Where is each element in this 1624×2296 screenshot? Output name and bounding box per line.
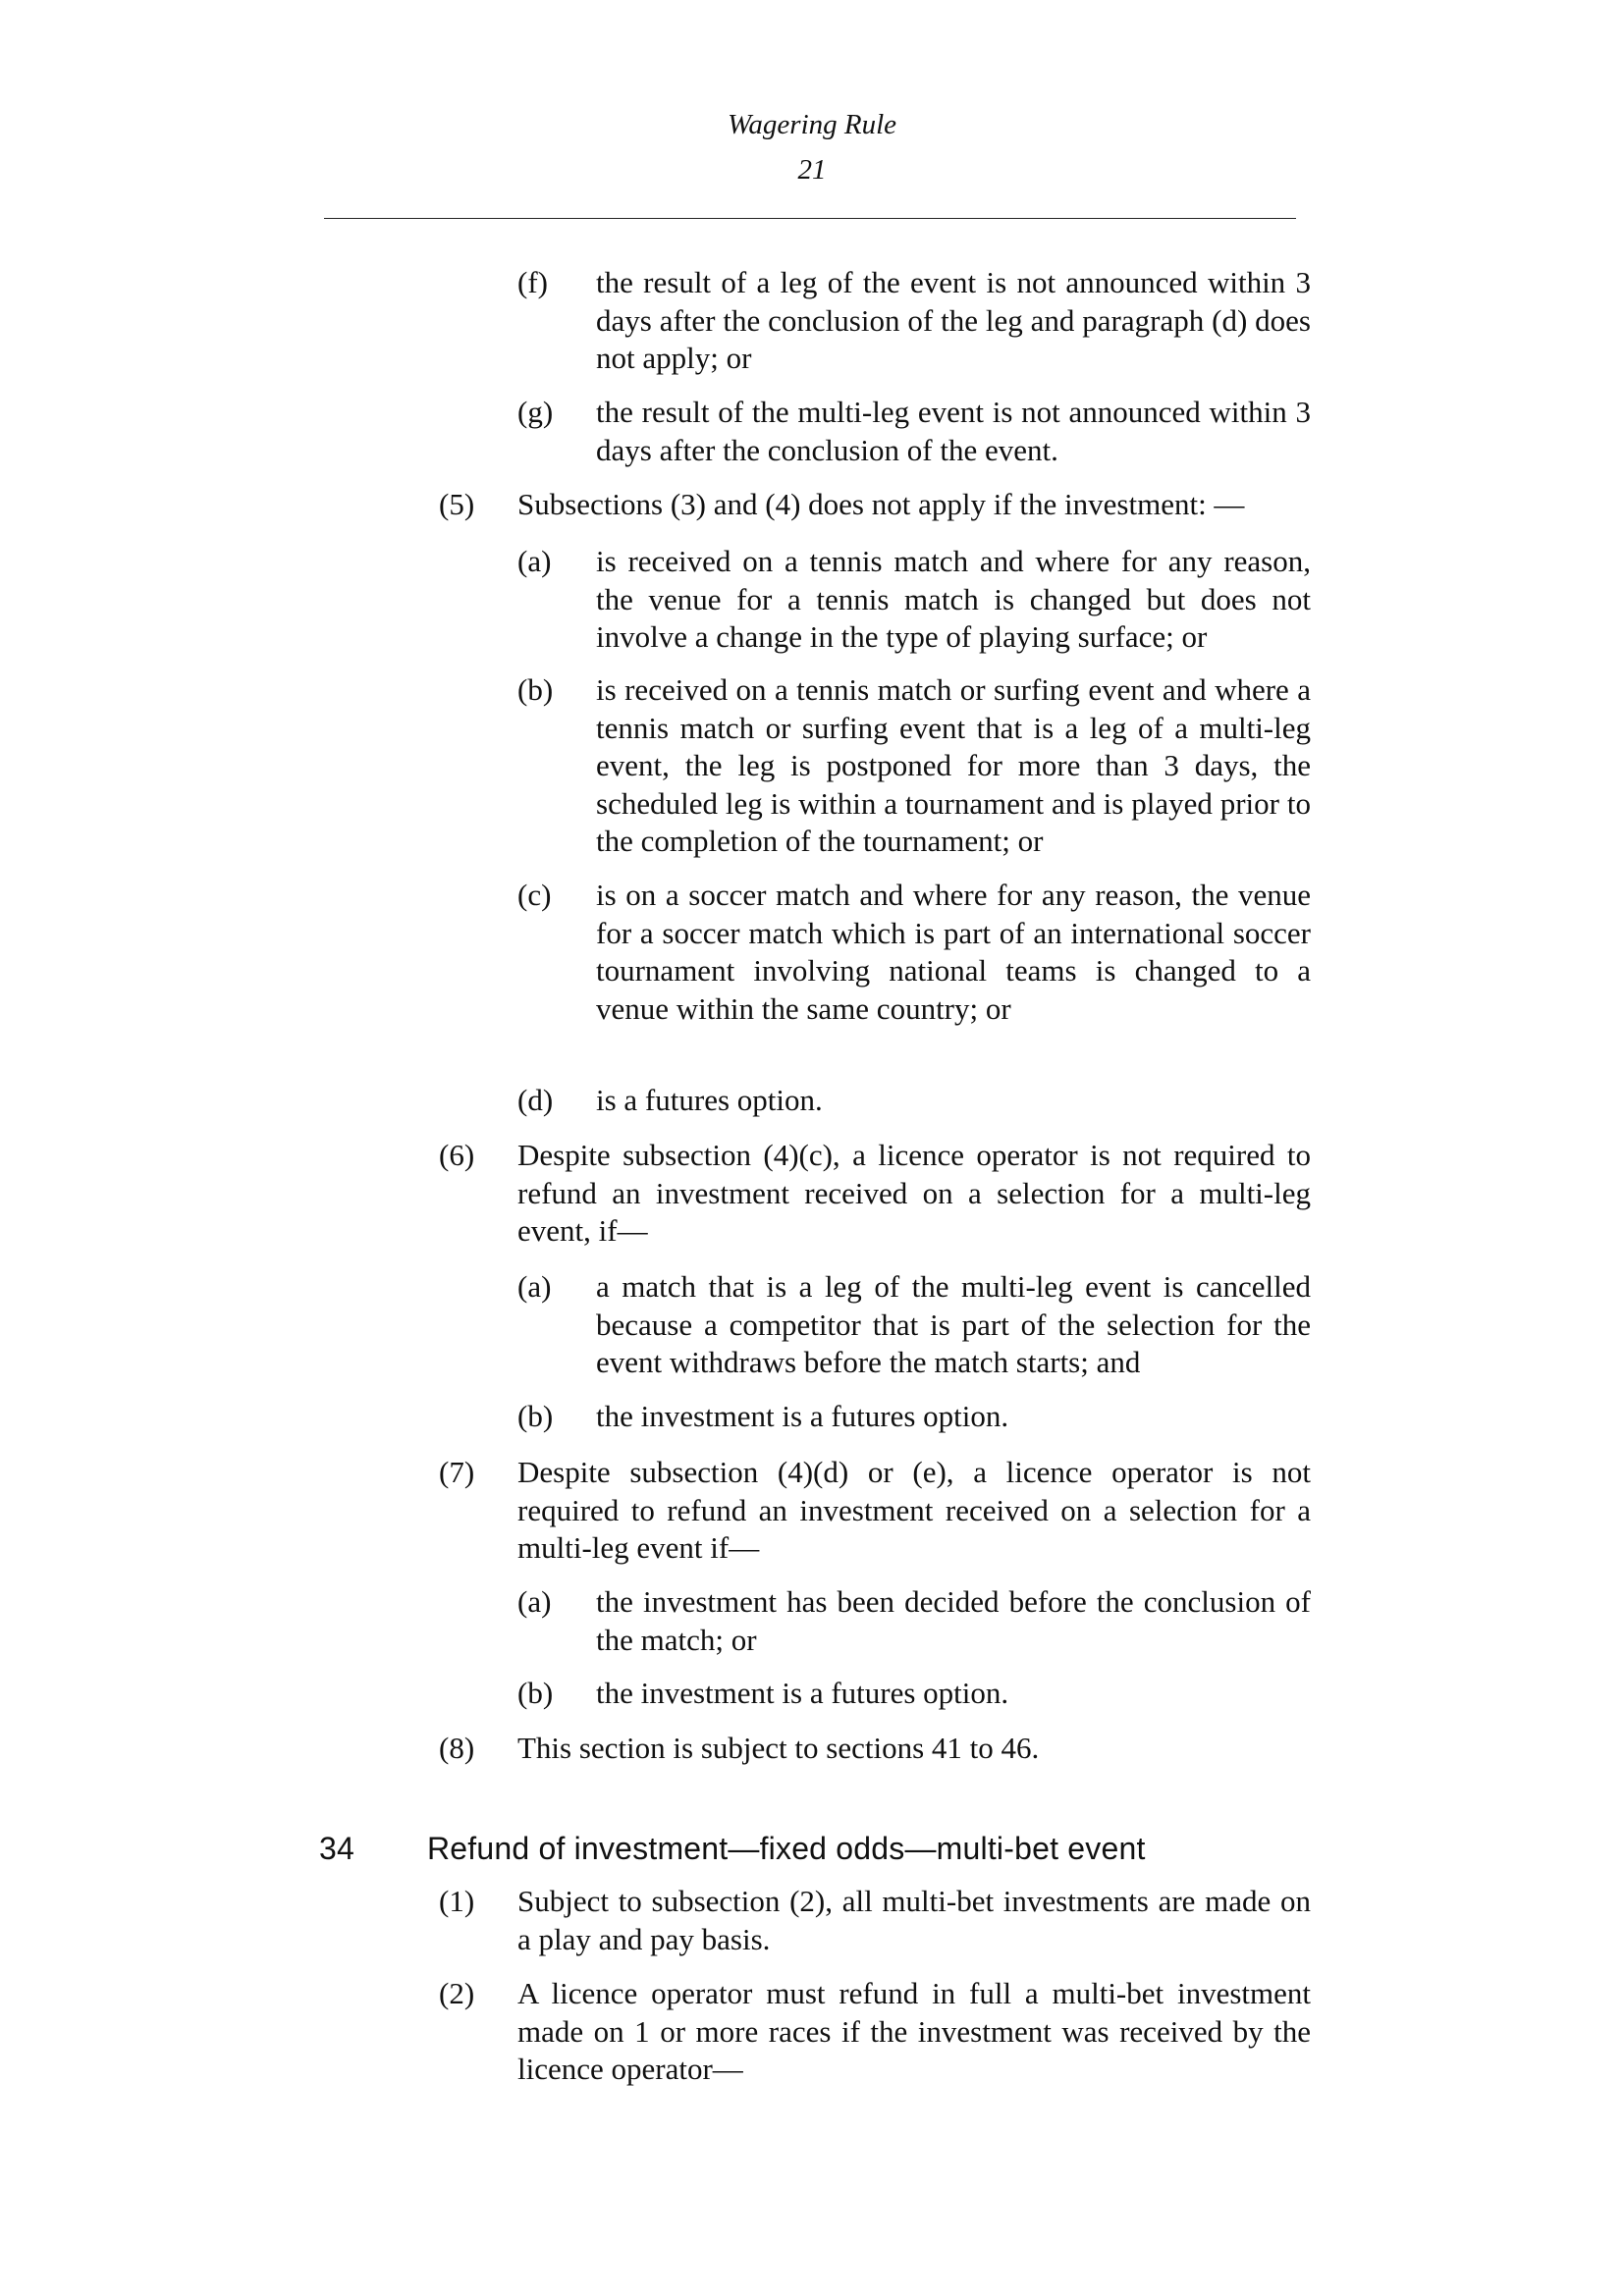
paragraph-7a — [517, 1583, 1311, 1659]
subsection-label: (8) — [439, 1731, 475, 1765]
section-heading — [319, 1830, 1146, 1867]
header-rule — [324, 218, 1296, 219]
paragraph-label: (a) — [517, 1269, 552, 1304]
page-number: 21 — [797, 154, 827, 186]
subsection-text: Subject to subsection (2), all multi-bet investments are made on a play and pay basis. — [517, 1884, 1311, 1956]
running-head-title: Wagering Rule — [727, 109, 897, 140]
paragraph-7b — [517, 1675, 1311, 1713]
paragraph-text: the result of the multi-leg event is not announced within 3 days after the conclusion of the event. — [596, 395, 1311, 467]
subsection-label: (5) — [439, 487, 475, 521]
paragraph-g — [517, 394, 1311, 469]
paragraph-text: a match that is a leg of the multi-leg event is cancelled because a competitor that is part of the selection for the event withdraws before the match starts; and — [596, 1269, 1311, 1379]
subsection-text: This section is subject to sections 41 to 46. — [517, 1731, 1040, 1765]
paragraph-text: the result of a leg of the event is not announced within 3 days after the conclusion of the leg and paragraph (d) does not apply; or — [596, 265, 1311, 375]
subsection-text: Despite subsection (4)(d) or (e), a licence operator is not required to refund an investment received on a selection for a multi-leg event if— — [517, 1455, 1311, 1565]
paragraph-5a — [517, 543, 1311, 657]
paragraph-label: (b) — [517, 1399, 554, 1433]
paragraph-label: (a) — [517, 1584, 552, 1619]
section-title: Refund of investment—fixed odds—multi-bet event — [427, 1831, 1146, 1866]
subsection-text: Despite subsection (4)(c), a licence operator is not required to refund an investment received on a selection for a multi-leg event, if— — [517, 1138, 1311, 1248]
paragraph-label: (b) — [517, 1676, 554, 1710]
subsection-5 — [439, 486, 1311, 524]
paragraph-5d — [517, 1082, 1311, 1120]
subsection-label: (2) — [439, 1976, 475, 2010]
paragraph-text: is on a soccer match and where for any reason, the venue for a soccer match which is part of an international soccer tournament involving national teams is changed to a venue within the same country; or — [596, 878, 1311, 1026]
paragraph-f — [517, 264, 1311, 378]
paragraph-text: is a futures option. — [596, 1083, 823, 1117]
paragraph-text: is received on a tennis match or surfing event and where a tennis match or surfing event that is a leg of a multi-leg event, the leg is postponed for more than 3 days, the scheduled leg is within a tournament and is played prior to the completion of the tournament; or — [596, 672, 1311, 858]
paragraph-6b — [517, 1398, 1311, 1436]
paragraph-text: is received on a tennis match and where for any reason, the venue for a tennis match is changed but does not involve a change in the type of playing surface; or — [596, 544, 1311, 654]
section-34-subsection-1 — [439, 1883, 1311, 1958]
subsection-label: (6) — [439, 1138, 475, 1172]
paragraph-label: (f) — [517, 265, 548, 299]
paragraph-text: the investment is a futures option. — [596, 1399, 1009, 1433]
paragraph-text: the investment is a futures option. — [596, 1676, 1009, 1710]
paragraph-text: the investment has been decided before the conclusion of the match; or — [596, 1584, 1311, 1657]
subsection-8 — [439, 1730, 1311, 1768]
paragraph-5c — [517, 877, 1311, 1028]
subsection-6 — [439, 1137, 1311, 1251]
paragraph-label: (b) — [517, 672, 554, 707]
paragraph-label: (g) — [517, 395, 554, 429]
subsection-7 — [439, 1454, 1311, 1568]
paragraph-label: (d) — [517, 1083, 554, 1117]
paragraph-label: (a) — [517, 544, 552, 578]
subsection-text: Subsections (3) and (4) does not apply if the investment: — — [517, 487, 1245, 521]
subsection-text: A licence operator must refund in full a multi-bet investment made on 1 or more races if the investment was received by the licence operator— — [517, 1976, 1311, 2086]
subsection-label: (7) — [439, 1455, 475, 1489]
subsection-label: (1) — [439, 1884, 475, 1918]
section-number: 34 — [319, 1831, 354, 1866]
section-34-subsection-2 — [439, 1975, 1311, 2089]
paragraph-label: (c) — [517, 878, 552, 912]
paragraph-6a — [517, 1268, 1311, 1382]
paragraph-5b — [517, 671, 1311, 861]
